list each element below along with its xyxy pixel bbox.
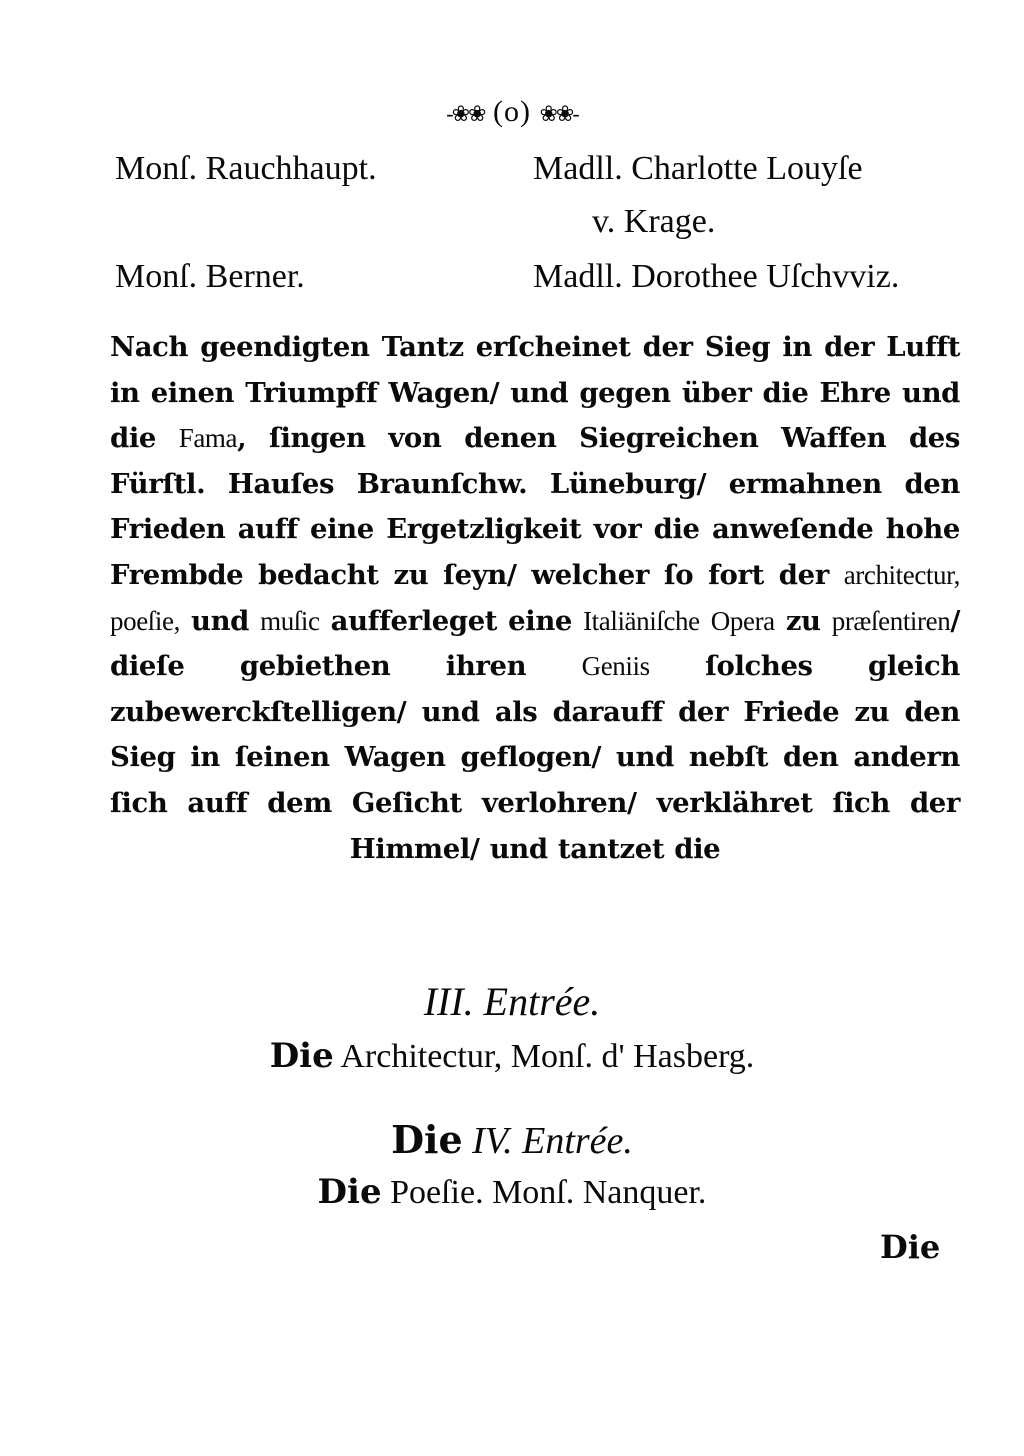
entree-3-line	[0, 1036, 1024, 1076]
paragraph-text: ſolches gleich zubewerckſtelligen/ und als darauff der Friede zu den Sieg in ſeinen Wagen geflogen/ und nebſt den andern ſich auff dem Geſicht verlohren/ verklähret ſich der Himmel/ und tantzet die	[110, 650, 960, 865]
entree-3-heading: III. Entrée.	[423, 979, 601, 1024]
cast-row1-left: Monſ. Rauchhaupt.	[115, 150, 377, 187]
page-header	[0, 95, 1024, 129]
page-marker: (o)	[493, 95, 531, 128]
entree-3-text: Architectur, Monſ. d' Hasberg.	[340, 1038, 755, 1075]
paragraph-text: Nach geendigten Tantz erſcheinet der Sieg in der Lufft in einen Triumpff Wagen/ und gegen über die Ehre und die	[110, 331, 960, 455]
paragraph-latin-term: Geniis	[581, 651, 650, 682]
entree-4-heading: IV. Entrée.	[472, 1120, 633, 1162]
entree-4-die: Die	[391, 1117, 463, 1162]
paragraph-latin-term: Opera	[710, 605, 775, 636]
paragraph-latin-term: architectur, poeſie,	[110, 559, 960, 636]
paragraph-text: , ſingen von denen Siegreichen Waffen des Fürſtl. Hauſes Braunſchw. Lüneburg/ ermahnen den Frieden auff eine Ergetzligkeit vor die anweſende hohe Frembde bedacht zu ſeyn/ welcher ſo fort der	[110, 422, 960, 591]
ornament-right-icon: ❀❀-	[539, 101, 578, 127]
paragraph-text: / dieſe gebiethen ihren	[110, 604, 960, 683]
ornament-left-icon: -❀❀	[446, 101, 485, 127]
entree-3-die: Die	[269, 1036, 334, 1076]
cast-row1-right: Madll. Charlotte Louyſe	[533, 150, 863, 187]
paragraph-latin-term: præſentiren	[831, 605, 951, 636]
paragraph-latin-term: muſic	[260, 605, 320, 636]
paragraph-latin-term: Italiäniſche	[583, 605, 700, 636]
catchword: Die	[880, 1228, 941, 1266]
entree-4-die-2: Die	[317, 1172, 382, 1212]
paragraph-text	[700, 605, 711, 637]
cast-row2-right: Madll. Dorothee Uſchvviz.	[533, 258, 900, 295]
entree-4-heading-line	[0, 1117, 1024, 1163]
entree-4-text: Poeſie. Monſ. Nanquer.	[390, 1174, 707, 1211]
paragraph-text: und	[179, 604, 261, 637]
paragraph-text: zu	[774, 604, 832, 637]
paragraph-latin-term: Fama	[178, 423, 238, 454]
paragraph-text: aufferleget eine	[319, 604, 584, 637]
narrative-paragraph	[110, 325, 960, 872]
cast-row1-right-continuation: v. Krage.	[592, 203, 716, 240]
entree-4-line	[0, 1172, 1024, 1212]
cast-row2-left: Monſ. Berner.	[115, 258, 305, 295]
